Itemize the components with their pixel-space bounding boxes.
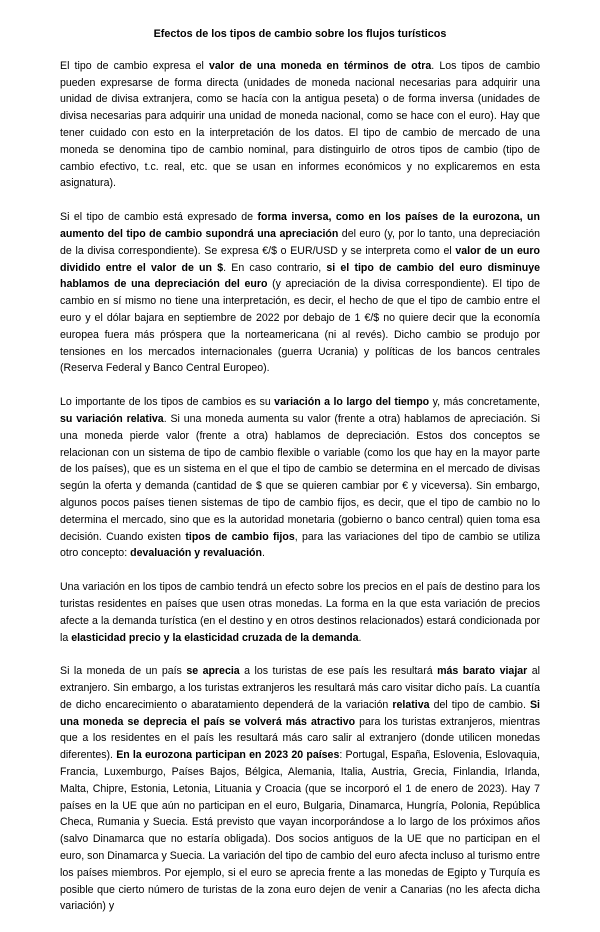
text-run: (y apreciación de la divisa correspondiente). El tipo de cambio en sí mismo no tiene una interpretación, es decir, el hecho de que el tipo de cambio entre el euro y el dólar bajara en septiembre de 2022 por debajo de 1 €/$ no quiere decir que la economía europea fuera más próspera que la norteamericana (ni al revés). Dicho cambio se produjo por tensiones en los mercados internacionales (guerra Ucrania) y políticas de los bancos centrales (Reserva Federal y Banco Central Europeo). <box>60 278 540 375</box>
bold-text: En la eurozona participan en 2023 20 países <box>116 749 340 762</box>
bold-text: relativa <box>392 698 430 711</box>
bold-text: se aprecia <box>186 665 240 678</box>
bold-text: más barato viajar <box>437 665 528 678</box>
text-run: del euro (y, por lo tanto, una depreciación de la divisa correspondiente). Se expresa €/$ o EUR/USD y se interpreta como el <box>60 227 540 257</box>
text-run: Una variación en los tipos de cambio tendrá un efecto sobre los precios en el país de destino para los turistas residentes en países que usen otras monedas. La forma en la que esta variación de precios afecte a la demanda turística (en el destino y en otros destinos relacionados) estará condicionada por la <box>60 581 540 644</box>
document-body <box>60 58 540 915</box>
text-run: . En caso contrario, <box>223 261 327 274</box>
bold-text: variación a lo largo del tiempo <box>274 396 430 409</box>
paragraph-2 <box>60 209 540 377</box>
text-run: a los turistas de ese país les resultará <box>239 665 438 678</box>
text-run: . <box>358 631 362 644</box>
paragraph-3 <box>60 394 540 562</box>
text-run: : Portugal, España, Eslovenia, Eslovaquia, Francia, Luxemburgo, Países Bajos, Bélgica, Alemania, Italia, Austria, Grecia, Finlandia, Irlanda, Malta, Chipre, Estonia, Letonia, Lituania y Croacia (que se incorporó el 1 de enero de 2023). Hay 7 países en la UE que aún no participan en el euro, Bulgaria, Dinamarca, Hungría, Polonia, República Checa, Rumania y Suecia. Está previsto que vayan incorporándose a lo largo de los próximos años (salvo Dinamarca que no estaría obligada). Dos socios antiguos de la UE que no participan en el euro, son Dinamarca y Suecia. La variación del tipo de cambio del euro afecta incluso al turismo entre los países miembros. Por ejemplo, si el euro se aprecia frente a las monedas de Egipto y Turquía es posible que cierto número de turistas de la zona euro dejen de venir a Canarias (no les afecta dicha variación) y <box>60 749 541 913</box>
text-run: Si el tipo de cambio está expresado de <box>60 211 258 224</box>
bold-text: forma inversa, como en los países de la eurozona, un aumento del tipo de cambio supondrá una apreciación <box>60 211 540 240</box>
text-run: al extranjero. Sin embargo, a los turistas extranjeros les resultará más caro visitar dicho país. La cuantía de dicho encarecimiento o abaratamiento dependerá de la variación <box>60 665 541 711</box>
bold-text: Si una moneda se deprecia el país se volverá más atractivo <box>60 698 540 728</box>
text-run: . Si una moneda aumenta su valor (frente a otra) hablamos de apreciación. Si una moneda pierde valor (frente a otra) hablamos de depreciación. Estos dos conceptos se relacionan con un sistema de tipo de cambio flexible o variable (como los que hay en la mayor parte de los países), que es un sistema en el que el tipo de cambio se determina en el mercado de divisas según la oferta y demanda (cantidad de $ que se quieren cambiar por € y viceversa). Sin embargo, algunos pocos países tienen sistemas de tipo de cambio fijos, es decir, que el tipo de cambio no lo determina el mercado, sino que es la autoridad monetaria (gobierno o banco central) quien toma esa decisión. Cuando existen <box>60 412 540 543</box>
bold-text: elasticidad precio y la elasticidad cruzada de la demanda <box>71 631 359 644</box>
text-run: Lo importante de los tipos de cambios es su <box>60 396 275 409</box>
bold-text: devaluación y revaluación <box>130 547 262 560</box>
bold-text: valor de una moneda en términos de otra <box>208 59 432 72</box>
bold-text: si el tipo de cambio del euro disminuye hablamos de una depreciación del euro <box>60 261 541 291</box>
bold-text: su variación relativa <box>60 412 164 425</box>
text-run: para los turistas extranjeros, mientras que a los residentes en el país les resultará más caro salir al extranjero (donde utilicen monedas diferentes). <box>60 715 540 762</box>
document-page <box>60 26 540 932</box>
bold-text: tipos de cambio fijos <box>185 530 295 543</box>
text-run: Si la moneda de un país <box>60 665 187 678</box>
paragraph-1 <box>60 58 540 192</box>
bold-text: valor de un euro dividido entre el valor de un $ <box>60 244 540 274</box>
document-title: Efectos de los tipos de cambio sobre los flujos turísticos <box>153 28 447 40</box>
text-run: . <box>261 547 265 560</box>
text-run: del tipo de cambio. <box>429 698 530 711</box>
paragraph-4 <box>60 579 540 646</box>
text-run: y, más concretamente, <box>429 396 540 409</box>
text-run: . Los tipos de cambio pueden expresarse de forma directa (unidades de moneda nacional necesarias para adquirir una unidad de divisa extranjera, como se hacía con la antigua peseta) o de forma inversa (unidades de divisa necesarias para adquirir una unidad de moneda nacional, como se hace con el euro). Hay que tener cuidado con esto en la interpretación de los datos. El tipo de cambio de mercado de una moneda se denomina tipo de cambio nominal, para distinguirlo de otros tipos de cambio (tipo de cambio efectivo, t.c. real, etc. que se usan en informes económicos y no explicaremos en esta asignatura). <box>60 59 541 190</box>
paragraph-5 <box>60 663 540 915</box>
text-run: , para las variaciones del tipo de cambio se utiliza otro concepto: <box>60 530 540 560</box>
text-run: El tipo de cambio expresa el <box>60 59 209 72</box>
